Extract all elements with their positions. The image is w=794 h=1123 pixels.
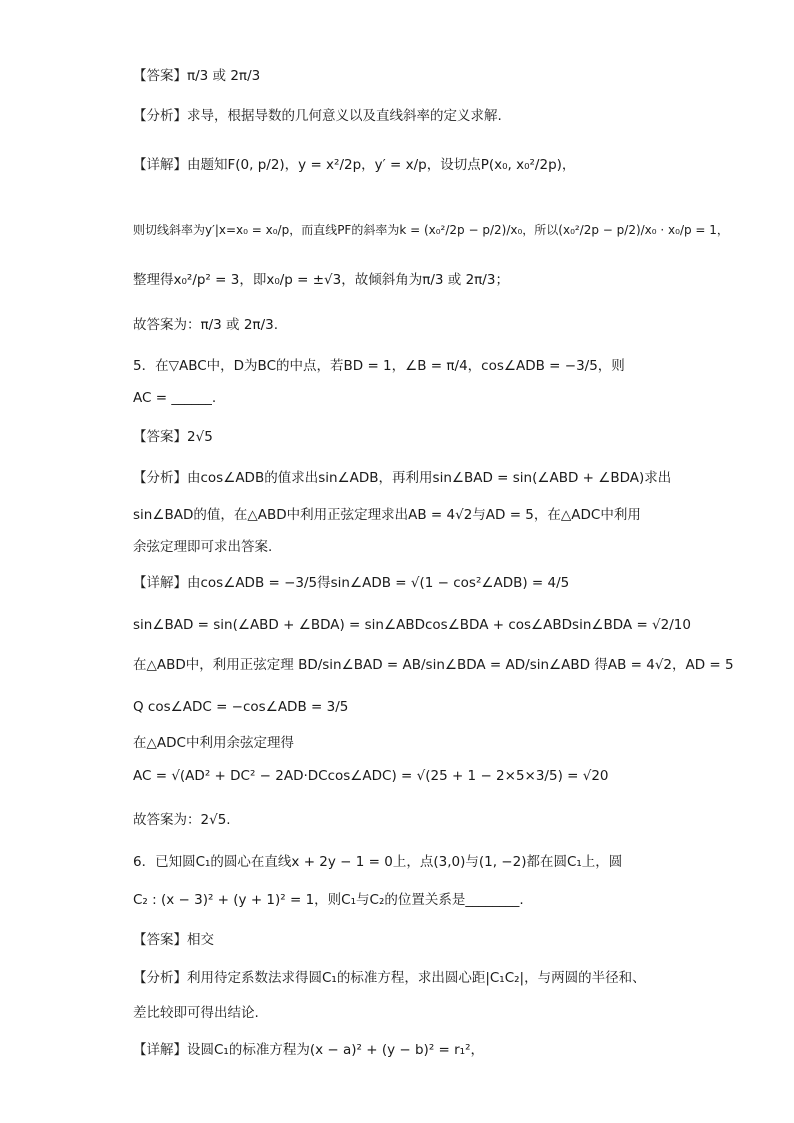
q4-detail-line-2 (133, 220, 729, 240)
q4-answer: π/3 或 2π/3 (187, 68, 261, 84)
q5-detail-4: Q cos∠ADC = −cos∠ADB = 3/5 (133, 699, 349, 715)
analysis-tag: 【分析】 (133, 108, 187, 124)
q4-analysis: 求导，根据导数的几何意义以及直线斜率的定义求解. (187, 108, 502, 124)
q5-stem-line-2 (133, 388, 216, 408)
answer-tag: 【答案】 (133, 429, 187, 445)
q5-answer-line (133, 427, 213, 447)
q4-answer-line (133, 66, 260, 86)
q4-detail-2: 则切线斜率为y′|x=x₀ = x₀/p，而直线PF的斜率为k = (x₀²/2p − p/2)/x₀，所以(x₀²/2p − p/2)/x₀ · x₀/p = 1， (133, 223, 729, 237)
analysis-tag: 【分析】 (133, 470, 187, 486)
q5-detail-line-1 (133, 573, 569, 593)
q6-analysis-line-1 (133, 968, 646, 988)
q5-conclusion: 故答案为：2√5. (133, 812, 231, 828)
q4-detail-line-1 (133, 155, 575, 175)
q6-stem-line-2 (133, 890, 524, 910)
q6-analysis-2: 差比较即可得出结论. (133, 1005, 259, 1021)
answer-tag: 【答案】 (133, 68, 187, 84)
q5-analysis-line-1 (133, 468, 671, 488)
q5-answer: 2√5 (187, 429, 213, 445)
q6-answer: 相交 (187, 932, 214, 948)
q5-analysis-line-2 (133, 505, 641, 525)
q6-answer-line (133, 930, 214, 950)
q5-conclusion-line (133, 810, 231, 830)
q6-analysis-line-2 (133, 1003, 259, 1023)
q4-analysis-line (133, 106, 502, 126)
q4-conclusion: 故答案为：π/3 或 2π/3. (133, 317, 278, 333)
q5-detail-line-4 (133, 697, 348, 717)
q4-conclusion-line (133, 315, 278, 335)
q5-stem-2: AC = ______. (133, 390, 217, 406)
q5-detail-3: 在△ABD中，利用正弦定理 BD/sin∠BAD = AB/sin∠BDA = AD/sin∠ABD 得AB = 4√2，AD = 5 (133, 657, 734, 673)
q4-detail-line-3 (133, 270, 509, 290)
q6-analysis-1: 利用待定系数法求得圆C₁的标准方程，求出圆心距|C₁C₂|，与两圆的半径和、 (187, 970, 646, 986)
q5-detail-line-6 (133, 766, 609, 786)
q5-detail-5: 在△ADC中利用余弦定理得 (133, 735, 294, 751)
q6-detail-line-1 (133, 1040, 484, 1060)
detail-tag: 【详解】 (133, 157, 187, 173)
q5-analysis-3: 余弦定理即可求出答案. (133, 539, 273, 555)
q5-detail-1: 由cos∠ADB = −3/5得sin∠ADB = √(1 − cos²∠ADB) = 4/5 (187, 575, 570, 591)
q5-detail-line-5 (133, 733, 294, 753)
q6-stem-1: 6．已知圆C₁的圆心在直线x + 2y − 1 = 0上，点(3,0)与(1, −2)都在圆C₁上，圆 (133, 854, 623, 870)
detail-tag: 【详解】 (133, 1042, 187, 1058)
q6-stem-line-1 (133, 852, 622, 872)
analysis-tag: 【分析】 (133, 970, 187, 986)
answer-tag: 【答案】 (133, 932, 187, 948)
q4-detail-1: 由题知F(0, p/2)，y = x²/2p，y′ = x/p，设切点P(x₀, x₀²/2p)， (187, 157, 576, 173)
q5-analysis-2: sin∠BAD的值，在△ABD中利用正弦定理求出AB = 4√2与AD = 5，在△ADC中利用 (133, 507, 641, 523)
q5-detail-6: AC = √(AD² + DC² − 2AD·DCcos∠ADC) = √(25 + 1 − 2×5×3/5) = √20 (133, 768, 609, 784)
q5-stem-line-1 (133, 356, 625, 376)
q5-analysis-1: 由cos∠ADB的值求出sin∠ADB，再利用sin∠BAD = sin(∠ABD + ∠BDA)求出 (187, 470, 672, 486)
detail-tag: 【详解】 (133, 575, 187, 591)
q5-detail-line-2 (133, 615, 691, 635)
q6-stem-2: C₂ : (x − 3)² + (y + 1)² = 1，则C₁与C₂的位置关系是________. (133, 892, 524, 908)
q4-detail-3: 整理得x₀²/p² = 3，即x₀/p = ±√3，故倾斜角为π/3 或 2π/3； (133, 272, 509, 288)
q5-detail-line-3 (133, 655, 734, 675)
q5-detail-2: sin∠BAD = sin(∠ABD + ∠BDA) = sin∠ABDcos∠BDA + cos∠ABDsin∠BDA = √2/10 (133, 617, 691, 633)
q5-analysis-line-3 (133, 537, 272, 557)
q6-detail-1: 设圆C₁的标准方程为(x − a)² + (y − b)² = r₁²， (187, 1042, 484, 1058)
q5-stem-1: 5．在▽ABC中，D为BC的中点，若BD = 1，∠B = π/4，cos∠ADB = −3/5，则 (133, 358, 625, 374)
